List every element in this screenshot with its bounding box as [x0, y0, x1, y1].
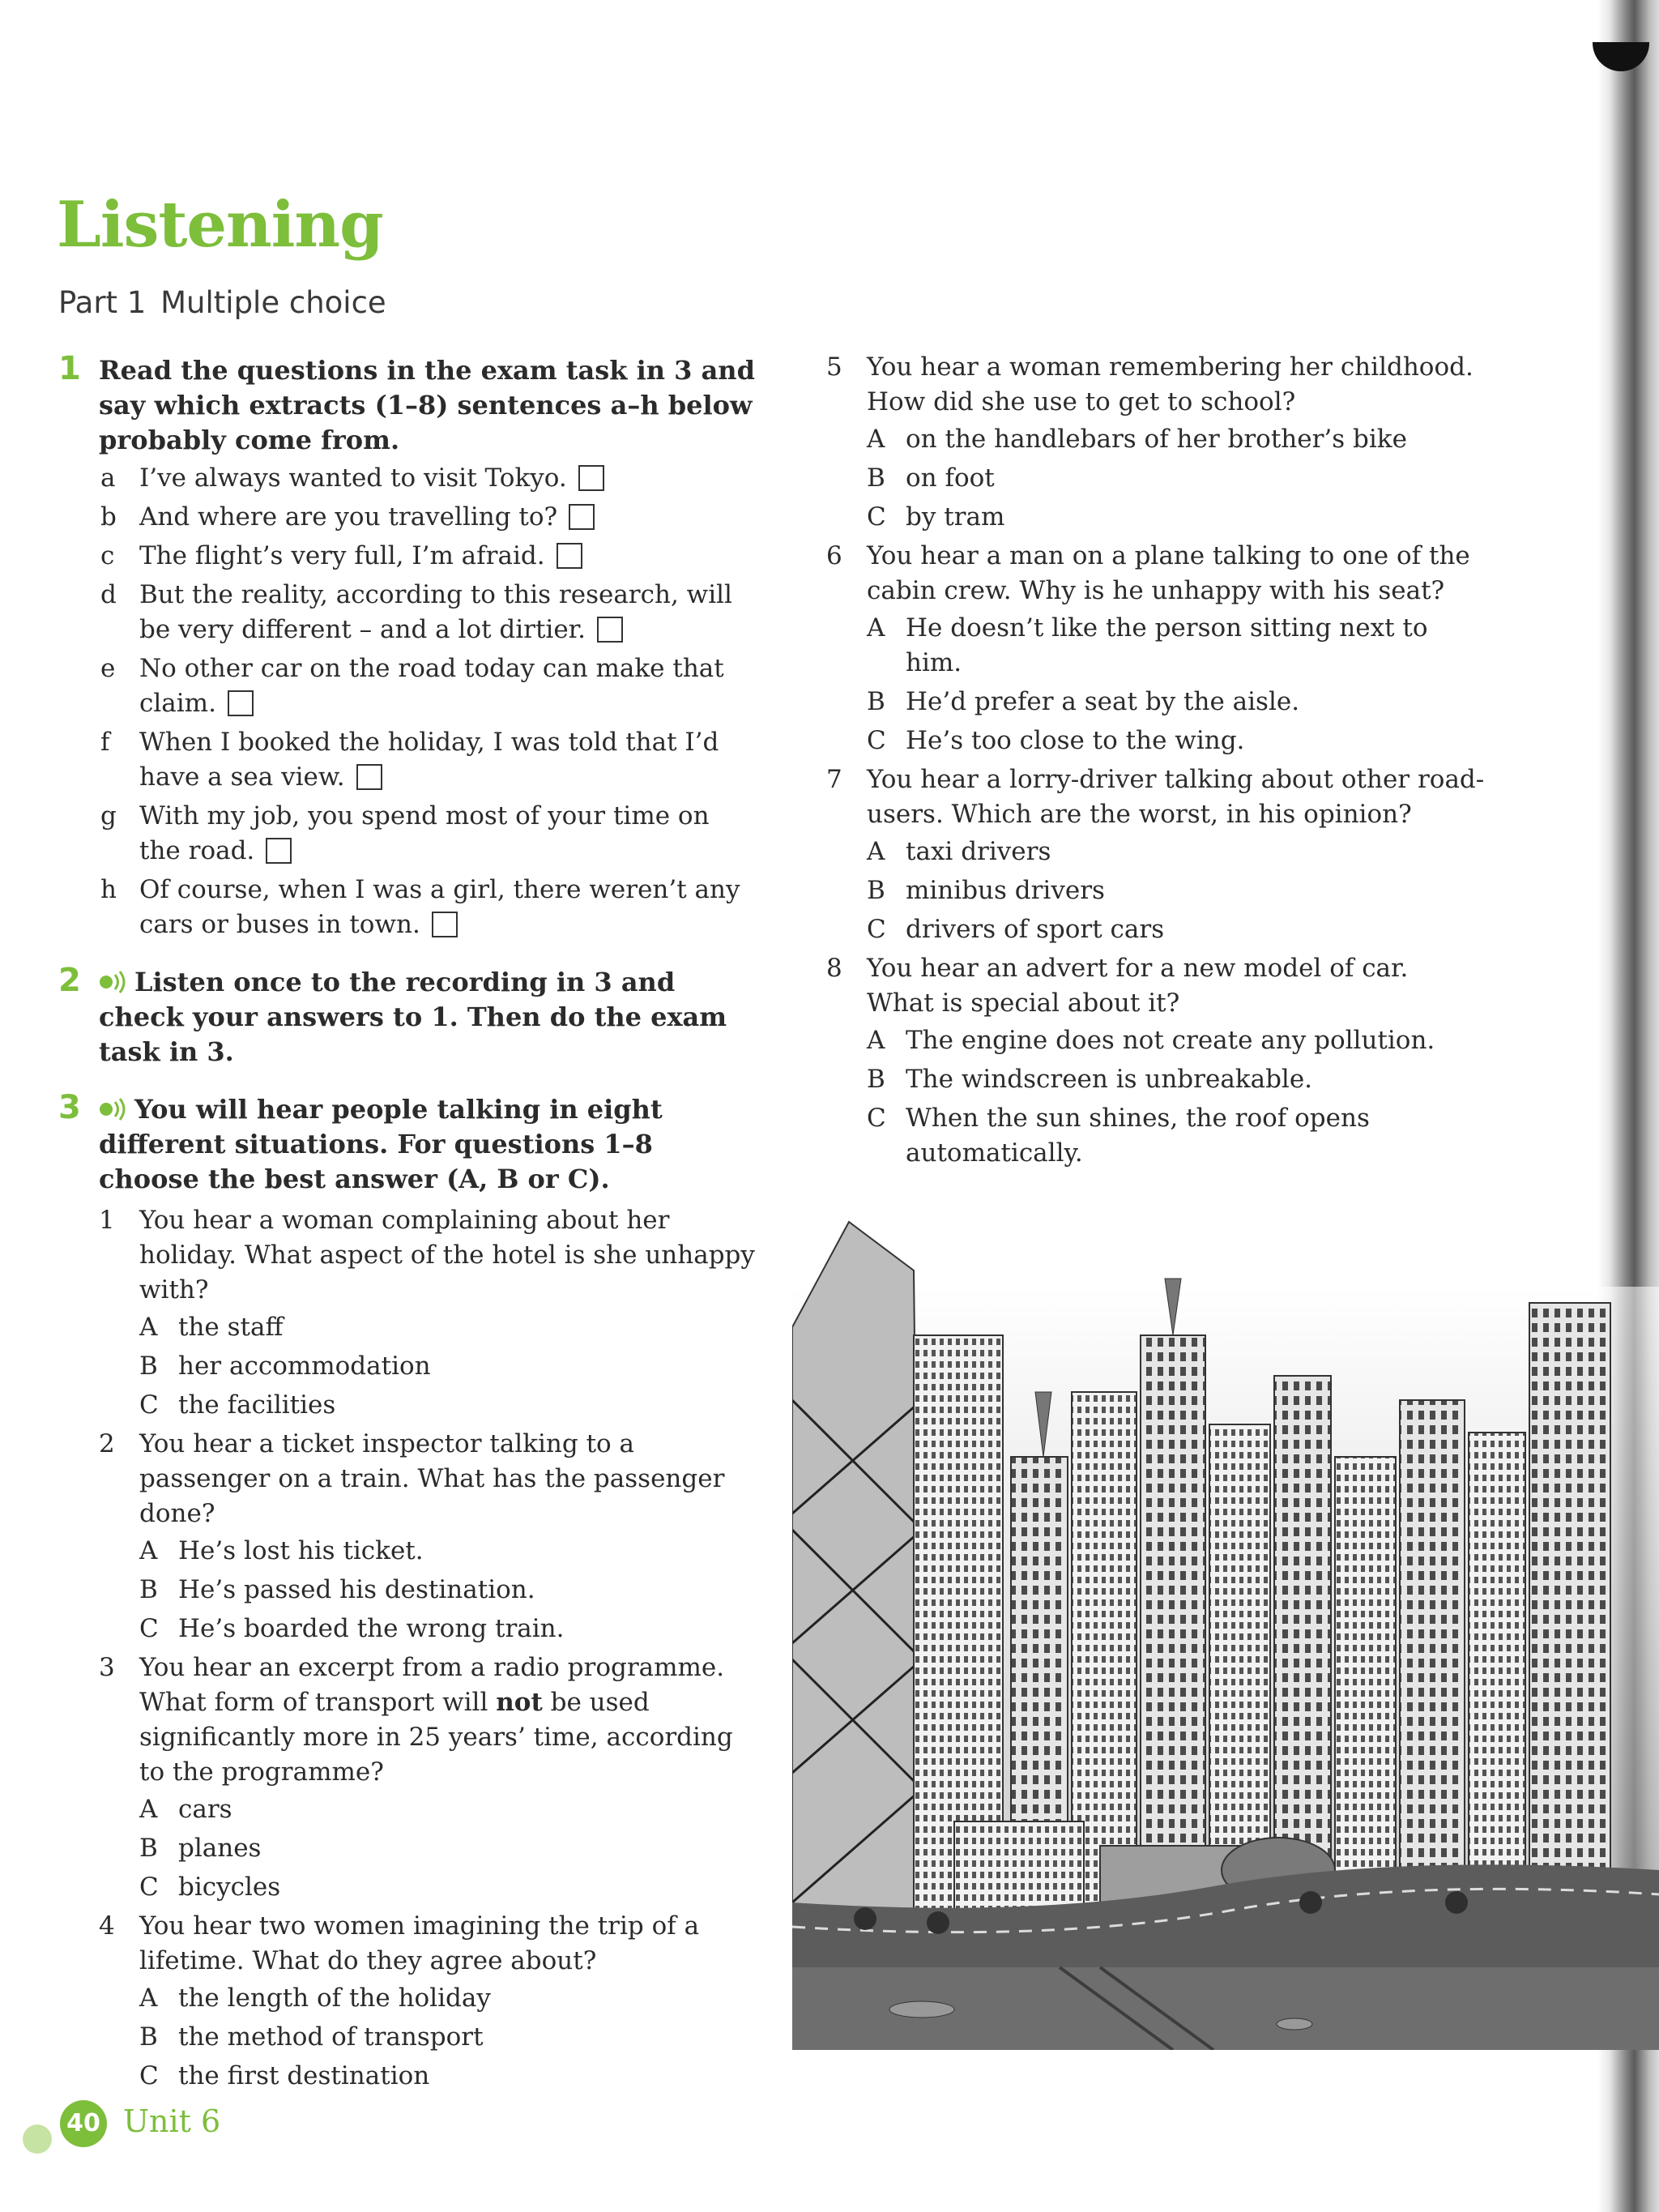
- option-text: on the handlebars of her brother’s bike: [906, 425, 1407, 454]
- item-text: No other car on the road today can make that claim.: [139, 654, 724, 718]
- answer-box[interactable]: [356, 764, 382, 790]
- option[interactable]: [867, 422, 1491, 457]
- answer-box[interactable]: [266, 838, 292, 864]
- exercise-3: [58, 1089, 755, 2094]
- option[interactable]: [867, 835, 1491, 869]
- option[interactable]: [139, 1534, 755, 1569]
- list-item: [99, 539, 755, 574]
- option-letter: B: [139, 2022, 158, 2052]
- option[interactable]: [139, 1310, 755, 1345]
- question-3: [99, 1650, 755, 1905]
- option-text: He doesn’t like the person sitting next to him.: [906, 613, 1428, 677]
- exercise-2: [58, 962, 755, 1070]
- item-letter: b: [100, 502, 117, 532]
- option-letter: A: [867, 613, 885, 643]
- option[interactable]: [867, 461, 1491, 496]
- item-letter: h: [100, 875, 117, 904]
- option[interactable]: [139, 1981, 755, 2016]
- option[interactable]: [867, 724, 1491, 758]
- sentence-list: [99, 461, 755, 942]
- options: [139, 1534, 755, 1646]
- decorative-dot: [23, 2124, 52, 2154]
- option[interactable]: [867, 1062, 1491, 1097]
- option-letter: B: [867, 876, 885, 905]
- question-2: [99, 1427, 755, 1646]
- options: [867, 1023, 1491, 1171]
- item-letter: d: [100, 580, 117, 609]
- option[interactable]: [139, 1870, 755, 1905]
- option-text: He’s passed his destination.: [178, 1575, 535, 1604]
- option-letter: C: [139, 2061, 159, 2090]
- question-text: You hear two women imagining the trip of a lifetime. What do they agree about?: [139, 1911, 700, 1975]
- option-letter: B: [139, 1575, 158, 1604]
- exercise-number: 1: [58, 350, 81, 387]
- list-item: [99, 873, 755, 942]
- option-letter: A: [139, 1984, 158, 2013]
- option-text: her accommodation: [178, 1352, 431, 1381]
- list-item: [99, 725, 755, 795]
- item-letter: e: [100, 654, 116, 683]
- question-text: You hear a lorry-driver talking about other road-users. Which are the worst, in his opinion?: [867, 765, 1485, 829]
- question-number: 4: [99, 1911, 115, 1941]
- option[interactable]: [139, 1792, 755, 1827]
- option-text: bicycles: [178, 1873, 281, 1902]
- question-number: 1: [99, 1206, 115, 1235]
- speaker-icon[interactable]: [99, 1097, 130, 1121]
- question-4: [99, 1909, 755, 2094]
- answer-box[interactable]: [432, 912, 458, 937]
- option[interactable]: [139, 1573, 755, 1608]
- question-number: 7: [826, 765, 842, 794]
- item-text: But the reality, according to this research, will be very different – and a lot dirtier.: [139, 580, 732, 644]
- option[interactable]: [867, 1101, 1491, 1171]
- question-5: [826, 350, 1491, 535]
- option-text: the length of the holiday: [178, 1984, 491, 2013]
- options: [139, 1310, 755, 1423]
- option-text: the first destination: [178, 2061, 430, 2090]
- option-letter: C: [867, 726, 886, 755]
- option[interactable]: [867, 873, 1491, 908]
- exercise-instruction: Read the questions in the exam task in 3 and say which extracts (1–8) sentences a–h below probably come from.: [99, 355, 755, 455]
- option-letter: C: [139, 1873, 159, 1902]
- option-letter: B: [867, 463, 885, 493]
- list-item: [99, 461, 755, 496]
- answer-box[interactable]: [228, 690, 254, 716]
- question-text-cont: be used significantly more in 25 years’ time, according to the programme?: [139, 1688, 733, 1787]
- option-letter: B: [139, 1352, 158, 1381]
- option-text: When the sun shines, the roof opens automatically.: [906, 1104, 1370, 1168]
- options: [139, 1981, 755, 2094]
- option-letter: C: [867, 502, 886, 532]
- option-letter: A: [867, 837, 885, 866]
- question-number: 5: [826, 352, 842, 382]
- question-7: [826, 762, 1491, 947]
- option-letter: C: [139, 1614, 159, 1643]
- option-letter: C: [867, 1104, 886, 1133]
- option-letter: A: [867, 1026, 885, 1055]
- question-8: [826, 951, 1491, 1171]
- option[interactable]: [139, 1388, 755, 1423]
- list-item: [99, 799, 755, 869]
- item-text: I’ve always wanted to visit Tokyo.: [139, 463, 567, 493]
- exercise-number: 2: [58, 962, 81, 999]
- option-text: He’s too close to the wing.: [906, 726, 1245, 755]
- page-title: Listening: [57, 188, 383, 262]
- option-text: The engine does not create any pollution.: [906, 1026, 1435, 1055]
- item-text: And where are you travelling to?: [139, 502, 558, 532]
- question-number: 2: [99, 1429, 115, 1458]
- option-letter: C: [867, 915, 886, 944]
- list-item: [99, 651, 755, 721]
- right-column: [826, 350, 1491, 1175]
- option[interactable]: [867, 685, 1491, 720]
- answer-box[interactable]: [578, 465, 604, 491]
- city-skyline-illustration: [792, 1189, 1659, 2050]
- exercise-instruction: You will hear people talking in eight different situations. For questions 1–8 choose the best answer (A, B or C).: [99, 1094, 663, 1194]
- question-number: 8: [826, 954, 842, 983]
- option-text: the facilities: [178, 1390, 336, 1420]
- exercise-number: 3: [58, 1089, 81, 1126]
- question-6: [826, 539, 1491, 758]
- option-text: the staff: [178, 1313, 284, 1342]
- gutter-tip: [1593, 42, 1649, 71]
- question-text: You hear a ticket inspector talking to a passenger on a train. What has the passenger done?: [139, 1429, 725, 1528]
- question-text: You hear an advert for a new model of car.: [867, 954, 1409, 983]
- answer-box[interactable]: [557, 543, 582, 569]
- option-text: planes: [178, 1834, 262, 1863]
- part-number: Part 1: [58, 285, 147, 320]
- item-text: The flight’s very full, I’m afraid.: [139, 541, 545, 570]
- part-heading: [58, 285, 386, 320]
- option-letter: A: [867, 425, 885, 454]
- option-text: by tram: [906, 502, 1005, 532]
- item-text: When I booked the holiday, I was told that I’d have a sea view.: [139, 728, 719, 792]
- unit-label: Unit 6: [123, 2103, 221, 2139]
- item-letter: a: [100, 463, 116, 493]
- option-text: minibus drivers: [906, 876, 1105, 905]
- option-letter: A: [139, 1795, 158, 1824]
- left-column: [58, 350, 755, 2116]
- options: [867, 611, 1491, 758]
- option-text: The windscreen is unbreakable.: [906, 1065, 1313, 1094]
- list-item: [99, 500, 755, 535]
- question-subtext: What is special about it?: [867, 989, 1180, 1018]
- page-number-badge: 40: [60, 2100, 107, 2147]
- question-text: You hear a man on a plane talking to one of the cabin crew. Why is he unhappy with his seat?: [867, 541, 1470, 605]
- option-text: He’s boarded the wrong train.: [178, 1614, 565, 1643]
- list-item: [99, 578, 755, 647]
- option[interactable]: [139, 1612, 755, 1646]
- question-emphasis: not: [496, 1688, 543, 1717]
- option[interactable]: [867, 1023, 1491, 1058]
- part-name: Multiple choice: [160, 285, 386, 320]
- option-text: He’d prefer a seat by the aisle.: [906, 687, 1300, 716]
- option-letter: B: [867, 1065, 885, 1094]
- answer-box[interactable]: [569, 504, 595, 530]
- page-footer: [23, 2092, 347, 2165]
- item-text: With my job, you spend most of your time on the road.: [139, 801, 710, 865]
- item-text: Of course, when I was a girl, there weren’t any cars or buses in town.: [139, 875, 740, 939]
- option-letter: A: [139, 1536, 158, 1565]
- item-letter: g: [100, 801, 117, 831]
- option-text: on foot: [906, 463, 995, 493]
- option[interactable]: [867, 912, 1491, 947]
- option-letter: C: [139, 1390, 159, 1420]
- option[interactable]: [139, 1349, 755, 1384]
- options: [867, 835, 1491, 947]
- option[interactable]: [139, 2020, 755, 2055]
- question-number: 6: [826, 541, 842, 570]
- option-text: drivers of sport cars: [906, 915, 1165, 944]
- item-letter: c: [100, 541, 115, 570]
- answer-box[interactable]: [597, 617, 623, 643]
- exercise-1: [58, 350, 755, 942]
- option-text: cars: [178, 1795, 232, 1824]
- question-list: [99, 1203, 755, 2094]
- option-text: taxi drivers: [906, 837, 1051, 866]
- option-letter: A: [139, 1313, 158, 1342]
- option[interactable]: [867, 611, 1491, 681]
- question-subtext: How did she use to get to school?: [867, 387, 1296, 416]
- option-letter: B: [139, 1834, 158, 1863]
- question-1: [99, 1203, 755, 1423]
- option-text: the method of transport: [178, 2022, 484, 2052]
- question-text: You hear a woman remembering her childhood.: [867, 352, 1473, 382]
- exercise-instruction: Listen once to the recording in 3 and check your answers to 1. Then do the exam task in 3.: [99, 967, 727, 1067]
- option[interactable]: [139, 1831, 755, 1866]
- option-letter: B: [867, 687, 885, 716]
- speaker-icon[interactable]: [99, 970, 130, 994]
- option-text: He’s lost his ticket.: [178, 1536, 424, 1565]
- options: [867, 422, 1491, 535]
- option[interactable]: [867, 500, 1491, 535]
- question-number: 3: [99, 1653, 115, 1682]
- option[interactable]: [139, 2059, 755, 2094]
- item-letter: f: [100, 728, 110, 757]
- question-text: You hear an excerpt from a radio programme. What form of transport will: [139, 1653, 725, 1717]
- options: [139, 1792, 755, 1905]
- question-text: You hear a woman complaining about her holiday. What aspect of the hotel is she unhappy with?: [139, 1206, 755, 1305]
